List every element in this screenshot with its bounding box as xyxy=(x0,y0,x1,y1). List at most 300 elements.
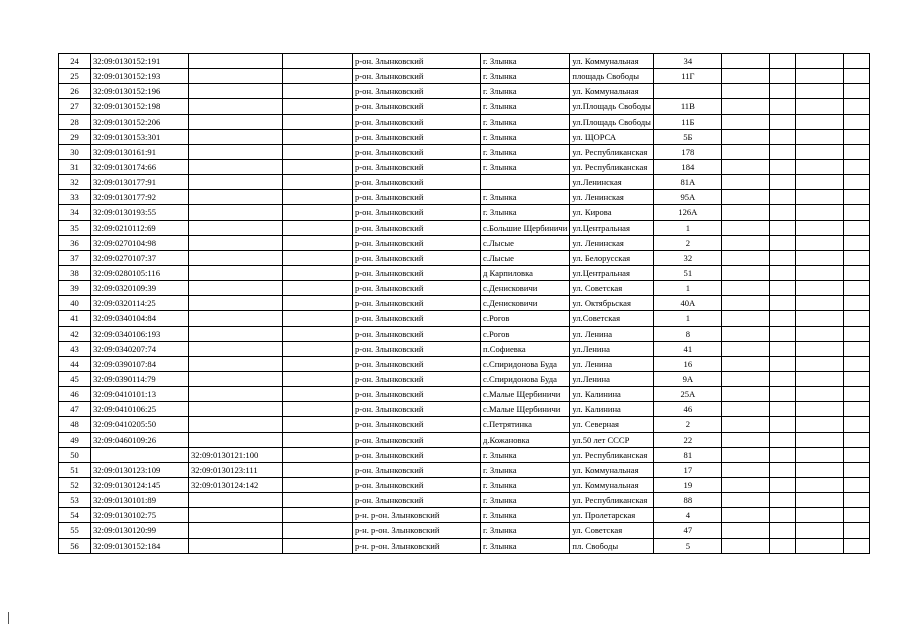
table-row xyxy=(59,114,870,129)
empty-cell xyxy=(770,144,796,159)
table-row xyxy=(59,311,870,326)
district-cell: р-он. Злынковский xyxy=(353,190,481,205)
street-cell: ул. Советская xyxy=(570,281,654,296)
empty-cell xyxy=(770,250,796,265)
empty-cell xyxy=(796,99,844,114)
empty-cell xyxy=(796,281,844,296)
street-cell: ул. Калинина xyxy=(570,387,654,402)
empty-cell xyxy=(844,341,870,356)
blank-column-cell xyxy=(283,114,353,129)
empty-cell xyxy=(844,477,870,492)
settlement-cell: с.Спиридонова Буда xyxy=(481,356,570,371)
blank-column-cell xyxy=(283,205,353,220)
empty-cell xyxy=(770,523,796,538)
row-number-cell: 53 xyxy=(59,493,91,508)
empty-cell xyxy=(722,477,770,492)
empty-cell xyxy=(844,356,870,371)
cadastral-number-cell: 32:09:0390114:79 xyxy=(91,371,189,386)
district-cell: р-он. Злынковский xyxy=(353,235,481,250)
empty-cell xyxy=(844,54,870,69)
district-cell: р-он. Злынковский xyxy=(353,417,481,432)
empty-cell xyxy=(844,175,870,190)
empty-cell xyxy=(722,371,770,386)
empty-cell xyxy=(796,417,844,432)
blank-column-cell xyxy=(283,417,353,432)
linked-cadastral-number-cell xyxy=(189,129,283,144)
empty-cell xyxy=(844,523,870,538)
cadastral-number-cell: 32:09:0130153:301 xyxy=(91,129,189,144)
empty-cell xyxy=(796,54,844,69)
table-row xyxy=(59,432,870,447)
street-cell: ул.50 лет СССР xyxy=(570,432,654,447)
house-number-cell: 1 xyxy=(654,311,722,326)
cadastral-number-cell: 32:09:0130152:198 xyxy=(91,99,189,114)
table-row xyxy=(59,69,870,84)
blank-column-cell xyxy=(283,99,353,114)
table-body xyxy=(59,54,870,554)
empty-cell xyxy=(844,159,870,174)
blank-column-cell xyxy=(283,281,353,296)
empty-cell xyxy=(844,402,870,417)
cadastral-number-cell: 32:09:0270104:98 xyxy=(91,235,189,250)
empty-cell xyxy=(796,356,844,371)
cadastral-number-cell: 32:09:0130152:196 xyxy=(91,84,189,99)
house-number-cell: 95А xyxy=(654,190,722,205)
linked-cadastral-number-cell xyxy=(189,175,283,190)
table-row xyxy=(59,296,870,311)
empty-cell xyxy=(796,326,844,341)
house-number-cell xyxy=(654,84,722,99)
empty-cell xyxy=(844,281,870,296)
settlement-cell: г. Злынка xyxy=(481,493,570,508)
blank-column-cell xyxy=(283,69,353,84)
empty-cell xyxy=(796,311,844,326)
row-number-cell: 54 xyxy=(59,508,91,523)
street-cell: ул.Центральная xyxy=(570,220,654,235)
empty-cell xyxy=(844,69,870,84)
empty-cell xyxy=(796,402,844,417)
empty-cell xyxy=(844,296,870,311)
empty-cell xyxy=(722,129,770,144)
empty-cell xyxy=(722,508,770,523)
settlement-cell: г. Злынка xyxy=(481,477,570,492)
house-number-cell: 17 xyxy=(654,462,722,477)
cadastral-number-cell: 32:09:0130152:184 xyxy=(91,538,189,553)
empty-cell xyxy=(770,99,796,114)
empty-cell xyxy=(844,417,870,432)
district-cell: р-он. Злынковский xyxy=(353,84,481,99)
linked-cadastral-number-cell xyxy=(189,341,283,356)
linked-cadastral-number-cell xyxy=(189,281,283,296)
table-row xyxy=(59,341,870,356)
cadastral-number-cell: 32:09:0210112:69 xyxy=(91,220,189,235)
linked-cadastral-number-cell xyxy=(189,190,283,205)
street-cell: ул. Ленина xyxy=(570,326,654,341)
table-row xyxy=(59,447,870,462)
linked-cadastral-number-cell xyxy=(189,387,283,402)
row-number-cell: 32 xyxy=(59,175,91,190)
settlement-cell: п.Софиевка xyxy=(481,341,570,356)
cadastral-number-cell: 32:09:0130177:91 xyxy=(91,175,189,190)
empty-cell xyxy=(844,114,870,129)
blank-column-cell xyxy=(283,235,353,250)
empty-cell xyxy=(796,447,844,462)
street-cell: ул. Октябрьская xyxy=(570,296,654,311)
blank-column-cell xyxy=(283,84,353,99)
cadastral-number-cell: 32:09:0130123:109 xyxy=(91,462,189,477)
settlement-cell: г. Злынка xyxy=(481,69,570,84)
house-number-cell: 8 xyxy=(654,326,722,341)
linked-cadastral-number-cell xyxy=(189,311,283,326)
house-number-cell: 9А xyxy=(654,371,722,386)
settlement-cell: с.Лысые xyxy=(481,235,570,250)
empty-cell xyxy=(770,190,796,205)
linked-cadastral-number-cell xyxy=(189,493,283,508)
street-cell: ул. Коммунальная xyxy=(570,54,654,69)
settlement-cell: с.Денисковичи xyxy=(481,296,570,311)
blank-column-cell xyxy=(283,250,353,265)
district-cell: р-он. Злынковский xyxy=(353,341,481,356)
cadastral-number-cell: 32:09:0280105:116 xyxy=(91,265,189,280)
settlement-cell: д.Кожановка xyxy=(481,432,570,447)
table-row xyxy=(59,356,870,371)
empty-cell xyxy=(844,220,870,235)
settlement-cell: с.Спиридонова Буда xyxy=(481,371,570,386)
blank-column-cell xyxy=(283,296,353,311)
district-cell: р-он. Злынковский xyxy=(353,69,481,84)
district-cell: р-он. Злынковский xyxy=(353,326,481,341)
district-cell: р-он. Злынковский xyxy=(353,371,481,386)
empty-cell xyxy=(722,99,770,114)
blank-column-cell xyxy=(283,447,353,462)
district-cell: р-он. Злынковский xyxy=(353,159,481,174)
row-number-cell: 39 xyxy=(59,281,91,296)
empty-cell xyxy=(722,296,770,311)
street-cell: ул.Ленина xyxy=(570,371,654,386)
settlement-cell: г. Злынка xyxy=(481,523,570,538)
empty-cell xyxy=(722,417,770,432)
empty-cell xyxy=(796,493,844,508)
linked-cadastral-number-cell xyxy=(189,54,283,69)
house-number-cell: 11Г xyxy=(654,69,722,84)
settlement-cell: г. Злынка xyxy=(481,129,570,144)
empty-cell xyxy=(722,493,770,508)
street-cell: ул.Центральная xyxy=(570,265,654,280)
empty-cell xyxy=(722,144,770,159)
cadastral-number-cell: 32:09:0320109:39 xyxy=(91,281,189,296)
table-row xyxy=(59,235,870,250)
district-cell: р-он. Злынковский xyxy=(353,144,481,159)
table-row xyxy=(59,99,870,114)
settlement-cell: с.Малые Щербиничи xyxy=(481,387,570,402)
street-cell: ул.Площадь Свободы xyxy=(570,114,654,129)
table-row xyxy=(59,523,870,538)
table-row xyxy=(59,175,870,190)
house-number-cell: 16 xyxy=(654,356,722,371)
empty-cell xyxy=(796,432,844,447)
cadastral-number-cell: 32:09:0130101:89 xyxy=(91,493,189,508)
blank-column-cell xyxy=(283,371,353,386)
empty-cell xyxy=(770,54,796,69)
house-number-cell: 1 xyxy=(654,220,722,235)
linked-cadastral-number-cell xyxy=(189,417,283,432)
blank-column-cell xyxy=(283,144,353,159)
blank-column-cell xyxy=(283,538,353,553)
table-row xyxy=(59,508,870,523)
empty-cell xyxy=(770,84,796,99)
empty-cell xyxy=(844,265,870,280)
empty-cell xyxy=(796,265,844,280)
empty-cell xyxy=(796,144,844,159)
row-number-cell: 51 xyxy=(59,462,91,477)
row-number-cell: 47 xyxy=(59,402,91,417)
empty-cell xyxy=(722,69,770,84)
linked-cadastral-number-cell xyxy=(189,144,283,159)
empty-cell xyxy=(796,220,844,235)
empty-cell xyxy=(796,341,844,356)
street-cell: ул. Советская xyxy=(570,523,654,538)
house-number-cell: 25А xyxy=(654,387,722,402)
linked-cadastral-number-cell xyxy=(189,356,283,371)
table-row xyxy=(59,250,870,265)
empty-cell xyxy=(770,477,796,492)
empty-cell xyxy=(770,296,796,311)
table-row xyxy=(59,205,870,220)
empty-cell xyxy=(770,402,796,417)
empty-cell xyxy=(722,265,770,280)
row-number-cell: 27 xyxy=(59,99,91,114)
blank-column-cell xyxy=(283,190,353,205)
empty-cell xyxy=(722,311,770,326)
empty-cell xyxy=(770,114,796,129)
street-cell: ул. Республиканская xyxy=(570,493,654,508)
row-number-cell: 31 xyxy=(59,159,91,174)
cadastral-number-cell: 32:09:0270107:37 xyxy=(91,250,189,265)
linked-cadastral-number-cell xyxy=(189,371,283,386)
linked-cadastral-number-cell xyxy=(189,402,283,417)
empty-cell xyxy=(844,129,870,144)
empty-cell xyxy=(844,371,870,386)
empty-cell xyxy=(770,341,796,356)
row-number-cell: 49 xyxy=(59,432,91,447)
empty-cell xyxy=(796,250,844,265)
settlement-cell: г. Злынка xyxy=(481,144,570,159)
table-row xyxy=(59,144,870,159)
blank-column-cell xyxy=(283,493,353,508)
street-cell: ул.Площадь Свободы xyxy=(570,99,654,114)
empty-cell xyxy=(722,250,770,265)
district-cell: р-он. Злынковский xyxy=(353,296,481,311)
house-number-cell: 81 xyxy=(654,447,722,462)
district-cell: р-он. Злынковский xyxy=(353,220,481,235)
street-cell: ул. Республиканская xyxy=(570,447,654,462)
row-number-cell: 43 xyxy=(59,341,91,356)
settlement-cell: с.Петрятинка xyxy=(481,417,570,432)
house-number-cell: 51 xyxy=(654,265,722,280)
cadastral-number-cell: 32:09:0130152:193 xyxy=(91,69,189,84)
linked-cadastral-number-cell xyxy=(189,159,283,174)
house-number-cell: 1 xyxy=(654,281,722,296)
empty-cell xyxy=(844,99,870,114)
blank-column-cell xyxy=(283,159,353,174)
cadastral-number-cell: 32:09:0410205:50 xyxy=(91,417,189,432)
street-cell: ул. Пролетарская xyxy=(570,508,654,523)
row-number-cell: 41 xyxy=(59,311,91,326)
street-cell: ул. Коммунальная xyxy=(570,84,654,99)
empty-cell xyxy=(844,538,870,553)
linked-cadastral-number-cell xyxy=(189,99,283,114)
house-number-cell: 81А xyxy=(654,175,722,190)
empty-cell xyxy=(796,159,844,174)
row-number-cell: 28 xyxy=(59,114,91,129)
empty-cell xyxy=(770,159,796,174)
table-row xyxy=(59,84,870,99)
empty-cell xyxy=(796,538,844,553)
empty-cell xyxy=(722,190,770,205)
cadastral-number-cell: 32:09:0340207:74 xyxy=(91,341,189,356)
street-cell: ул. ЩОРСА xyxy=(570,129,654,144)
empty-cell xyxy=(770,281,796,296)
linked-cadastral-number-cell xyxy=(189,205,283,220)
cadastral-number-cell: 32:09:0320114:25 xyxy=(91,296,189,311)
empty-cell xyxy=(844,84,870,99)
empty-cell xyxy=(844,311,870,326)
empty-cell xyxy=(796,129,844,144)
cadastral-number-cell: 32:09:0460109:26 xyxy=(91,432,189,447)
blank-column-cell xyxy=(283,341,353,356)
settlement-cell: г. Злынка xyxy=(481,447,570,462)
empty-cell xyxy=(722,326,770,341)
street-cell: ул.Ленина xyxy=(570,341,654,356)
district-cell: р-н. р-он. Злынковский xyxy=(353,508,481,523)
row-number-cell: 30 xyxy=(59,144,91,159)
empty-cell xyxy=(796,462,844,477)
settlement-cell: г. Злынка xyxy=(481,205,570,220)
cadastral-number-cell: 32:09:0130120:99 xyxy=(91,523,189,538)
linked-cadastral-number-cell xyxy=(189,508,283,523)
street-cell: пл. Свободы xyxy=(570,538,654,553)
empty-cell xyxy=(844,387,870,402)
empty-cell xyxy=(770,311,796,326)
row-number-cell: 42 xyxy=(59,326,91,341)
settlement-cell: с.Большие Щербиничи xyxy=(481,220,570,235)
empty-cell xyxy=(844,250,870,265)
linked-cadastral-number-cell xyxy=(189,114,283,129)
row-number-cell: 36 xyxy=(59,235,91,250)
row-number-cell: 44 xyxy=(59,356,91,371)
row-number-cell: 48 xyxy=(59,417,91,432)
district-cell: р-он. Злынковский xyxy=(353,432,481,447)
empty-cell xyxy=(844,462,870,477)
empty-cell xyxy=(722,235,770,250)
district-cell: р-он. Злынковский xyxy=(353,205,481,220)
empty-cell xyxy=(844,447,870,462)
district-cell: р-он. Злынковский xyxy=(353,265,481,280)
empty-cell xyxy=(844,235,870,250)
table-row xyxy=(59,387,870,402)
empty-cell xyxy=(770,447,796,462)
empty-cell xyxy=(722,205,770,220)
linked-cadastral-number-cell xyxy=(189,220,283,235)
row-number-cell: 33 xyxy=(59,190,91,205)
cadastral-number-cell: 32:09:0130174:66 xyxy=(91,159,189,174)
linked-cadastral-number-cell xyxy=(189,84,283,99)
cadastral-number-cell: 32:09:0130102:75 xyxy=(91,508,189,523)
street-cell: ул. Ленинская xyxy=(570,190,654,205)
blank-column-cell xyxy=(283,523,353,538)
empty-cell xyxy=(770,432,796,447)
table-row xyxy=(59,402,870,417)
empty-cell xyxy=(722,432,770,447)
row-number-cell: 55 xyxy=(59,523,91,538)
table-row xyxy=(59,220,870,235)
cadastral-number-cell: 32:09:0130177:92 xyxy=(91,190,189,205)
cadastral-number-cell: 32:09:0340106:193 xyxy=(91,326,189,341)
district-cell: р-он. Злынковский xyxy=(353,493,481,508)
house-number-cell: 41 xyxy=(654,341,722,356)
house-number-cell: 22 xyxy=(654,432,722,447)
blank-column-cell xyxy=(283,129,353,144)
empty-cell xyxy=(770,69,796,84)
empty-cell xyxy=(796,508,844,523)
settlement-cell: с.Лысые xyxy=(481,250,570,265)
empty-cell xyxy=(722,159,770,174)
linked-cadastral-number-cell xyxy=(189,432,283,447)
settlement-cell: г. Злынка xyxy=(481,114,570,129)
row-number-cell: 52 xyxy=(59,477,91,492)
table-row xyxy=(59,538,870,553)
row-number-cell: 56 xyxy=(59,538,91,553)
empty-cell xyxy=(844,493,870,508)
district-cell: р-н. р-он. Злынковский xyxy=(353,523,481,538)
house-number-cell: 32 xyxy=(654,250,722,265)
cadastral-number-cell: 32:09:0130193:55 xyxy=(91,205,189,220)
linked-cadastral-number-cell: 32:09:0130124:142 xyxy=(189,477,283,492)
linked-cadastral-number-cell xyxy=(189,296,283,311)
linked-cadastral-number-cell xyxy=(189,265,283,280)
row-number-cell: 40 xyxy=(59,296,91,311)
cadastral-number-cell: 32:09:0130152:191 xyxy=(91,54,189,69)
cadastral-number-cell: 32:09:0410106:25 xyxy=(91,402,189,417)
district-cell: р-он. Злынковский xyxy=(353,356,481,371)
row-number-cell: 38 xyxy=(59,265,91,280)
empty-cell xyxy=(796,175,844,190)
settlement-cell: г. Злынка xyxy=(481,538,570,553)
empty-cell xyxy=(796,235,844,250)
district-cell: р-он. Злынковский xyxy=(353,54,481,69)
settlement-cell: г. Злынка xyxy=(481,159,570,174)
street-cell: площадь Свободы xyxy=(570,69,654,84)
property-table-container xyxy=(58,53,870,554)
empty-cell xyxy=(770,387,796,402)
empty-cell xyxy=(722,402,770,417)
empty-cell xyxy=(770,205,796,220)
street-cell: ул. Кирова xyxy=(570,205,654,220)
empty-cell xyxy=(770,508,796,523)
empty-cell xyxy=(770,220,796,235)
empty-cell xyxy=(844,326,870,341)
district-cell: р-он. Злынковский xyxy=(353,387,481,402)
empty-cell xyxy=(722,281,770,296)
empty-cell xyxy=(796,523,844,538)
empty-cell xyxy=(796,205,844,220)
row-number-cell: 25 xyxy=(59,69,91,84)
empty-cell xyxy=(722,447,770,462)
settlement-cell: г. Злынка xyxy=(481,84,570,99)
empty-cell xyxy=(770,129,796,144)
empty-cell xyxy=(796,69,844,84)
empty-cell xyxy=(770,356,796,371)
